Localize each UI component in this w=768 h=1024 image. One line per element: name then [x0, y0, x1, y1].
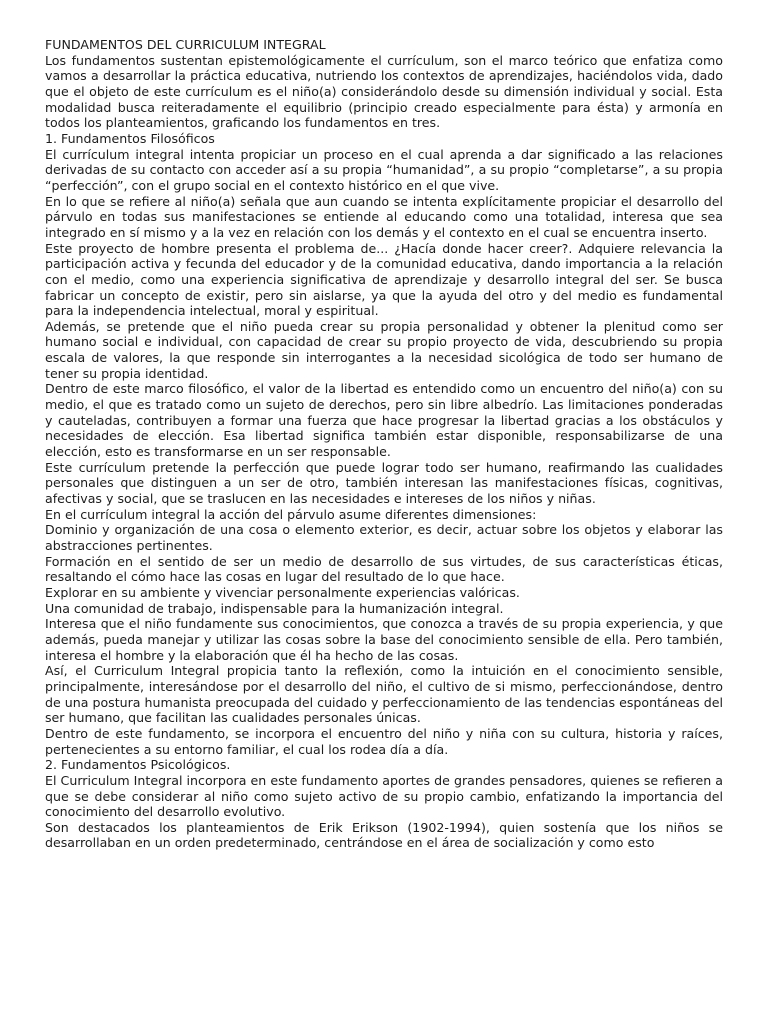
section-heading-philosophical: 1. Fundamentos Filosóficos [45, 130, 215, 146]
paragraph: Interesa que el niño fundamente sus conocimientos, que conozca a través de su propia experiencia, y que además, pueda manejar y utilizar las cosas sobre la base del conocimiento sensible de ella. Pero también, interesa el hombre y la elaboración que él ha hecho de las cosas. [45, 616, 723, 663]
paragraph: En el currículum integral la acción del párvulo asume diferentes dimensiones: [45, 506, 537, 522]
paragraph: Dentro de este marco filosófico, el valor de la libertad es entendido como un encuentro del niño(a) con su medio, el que es tratado como un sujeto de derechos, pero sin libre albedrío. Las limitaciones ponderadas y cauteladas, contribuyen a formar una fuerza que hace progresar la libertad gracias a los obstáculos y necesidades de elección. Esa libertad significa también estar disponible, responsabilizarse de una elección, esto es transformarse en un ser responsable. [45, 381, 723, 460]
paragraph: Además, se pretende que el niño pueda crear su propia personalidad y obtener la plenitud como ser humano social e individual, con capacidad de crear su propio proyecto de vida, descubriendo su propia escala de valores, la que responde sin interrogantes a la necesidad sicológica de todo ser humano de tener su propia identidad. [45, 318, 723, 381]
paragraph: Este proyecto de hombre presenta el problema de... ¿Hacía donde hacer creer?. Adquiere relevancia la participación activa y fecunda del educador y de la comunidad educativa, dando importancia a la relación con el medio, como una experiencia significativa de aprendizaje y desarrollo integral del ser. Se busca fabricar un concepto de existir, pero sin aislarse, ya que la ayuda del otro y del medio es fundamental para la independencia intelectual, moral y espiritual. [45, 240, 723, 319]
section-heading-psychological: 2. Fundamentos Psicológicos. [45, 757, 231, 773]
paragraph: Dominio y organización de una cosa o elemento exterior, es decir, actuar sobre los objetos y elaborar las abstracciones pertinentes. [45, 522, 723, 553]
paragraph: Formación en el sentido de ser un medio de desarrollo de sus virtudes, de sus características éticas, resaltando el cómo hace las cosas en lugar del resultado de lo que hace. [45, 553, 723, 585]
paragraph: El currículum integral intenta propiciar un proceso en el cual aprenda a dar significado a las relaciones derivadas de su contacto con acceder así a su propia “humanidad”, a su propio “completarse”, a su propia “perfección”, con el grupo social en el contexto histórico en el que vive. [45, 146, 723, 193]
paragraph: Así, el Curriculum Integral propicia tanto la reflexión, como la intuición en el conocimiento sensible, principalmente, interesándose por el desarrollo del niño, el cultivo de si mismo, perfeccionándose, dentro de una postura humanista preocupada del cuidado y perfeccionamiento de las tendencias espontáneas del ser humano, que facilitan las cualidades personales únicas. [45, 663, 723, 726]
paragraph: El Curriculum Integral incorpora en este fundamento aportes de grandes pensadores, quienes se refieren a que se debe considerar al niño como sujeto activo de su propio cambio, enfatizando la importancia del conocimiento del desarrollo evolutivo. [45, 772, 723, 820]
document-page [45, 37, 723, 851]
paragraph: Una comunidad de trabajo, indispensable para la humanización integral. [45, 600, 504, 616]
paragraph: En lo que se refiere al niño(a) señala que aun cuando se intenta explícitamente propiciar el desarrollo del párvulo en todas sus manifestaciones se entiende al educando como una totalidad, interesa que sea integrado en sí mismo y a la vez en relación con los demás y el contexto en el cual se encuentra inserto. [45, 193, 723, 240]
paragraph: Este currículum pretende la perfección que puede lograr todo ser humano, reafirmando las cualidades personales que distinguen a un ser de otro, también interesan las manifestaciones físicas, cognitivas, afectivas y social, que se traslucen en las necesidades e intereses de los niños y niñas. [45, 459, 723, 507]
paragraph: Explorar en su ambiente y vivenciar personalmente experiencias valóricas. [45, 584, 520, 600]
paragraph: Dentro de este fundamento, se incorpora el encuentro del niño y niña con su cultura, historia y raíces, pertenecientes a su entorno familiar, el cual los rodea día a día. [45, 725, 723, 757]
intro-paragraph: Los fundamentos sustentan epistemológicamente el currículum, son el marco teórico que enfatiza como vamos a desarrollar la práctica educativa, nutriendo los contextos de aprendizajes, haciéndolos vida, dado que el objeto de este currículum es el niño(a) considerándolo desde su dimensión individual y social. Esta modalidad busca reiteradamente el equilibrio (principio creado especialmente para ésta) y armonía en todos los planteamientos, graficando los fundamentos en tres. [45, 52, 723, 131]
paragraph: Son destacados los planteamientos de Erik Erikson (1902-1994), quien sostenía que los niños se desarrollaban en un orden predeterminado, centrándose en el área de socialización y como esto [45, 819, 723, 851]
document-title: FUNDAMENTOS DEL CURRICULUM INTEGRAL [45, 37, 326, 52]
